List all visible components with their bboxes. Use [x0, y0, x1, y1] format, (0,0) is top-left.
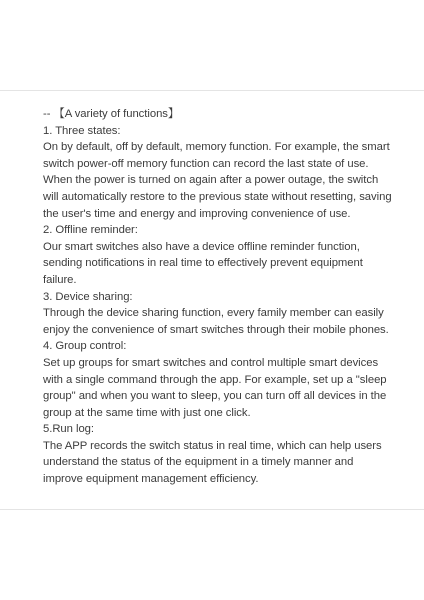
text-line: improve equipment management efficiency. — [43, 473, 259, 486]
text-line: sending notifications in real time to effectively prevent equipment — [43, 257, 363, 270]
feature-title-three-states: 1. Three states: — [43, 124, 121, 137]
feature-title-run-log: 5.Run log: — [43, 423, 94, 436]
feature-title-device-sharing: 3. Device sharing: — [43, 290, 133, 303]
text-line: group" and when you want to sleep, you can turn off all devices in the — [43, 390, 387, 403]
text-line: switch power-off memory function can record the last state of use. — [43, 157, 369, 170]
document-card — [0, 90, 424, 510]
text-line: will automatically restore to the previous state without resetting, saving — [43, 190, 392, 203]
feature-title-group-control: 4. Group control: — [43, 340, 127, 353]
text-line: the user's time and energy and improving convenience of use. — [43, 207, 351, 220]
text-line: Through the device sharing function, every family member can easily — [43, 307, 384, 320]
text-line: with a single command through the app. For example, set up a "sleep — [43, 373, 387, 386]
text-line: Our smart switches also have a device offline reminder function, — [43, 240, 360, 253]
document-body — [43, 106, 392, 488]
text-line: On by default, off by default, memory function. For example, the smart — [43, 141, 390, 154]
text-line: group at the same time with just one click. — [43, 406, 251, 419]
text-line: Set up groups for smart switches and control multiple smart devices — [43, 356, 379, 369]
text-line: The APP records the switch status in real time, which can help users — [43, 439, 382, 452]
text-line: understand the status of the equipment in a timely manner and — [43, 456, 354, 469]
section-heading: -- 【A variety of functions】 — [43, 108, 180, 120]
text-line: When the power is turned on again after a power outage, the switch — [43, 174, 379, 187]
text-line: enjoy the convenience of smart switches through their mobile phones. — [43, 323, 389, 336]
text-line: failure. — [43, 273, 77, 286]
feature-title-offline-reminder: 2. Offline reminder: — [43, 224, 138, 237]
